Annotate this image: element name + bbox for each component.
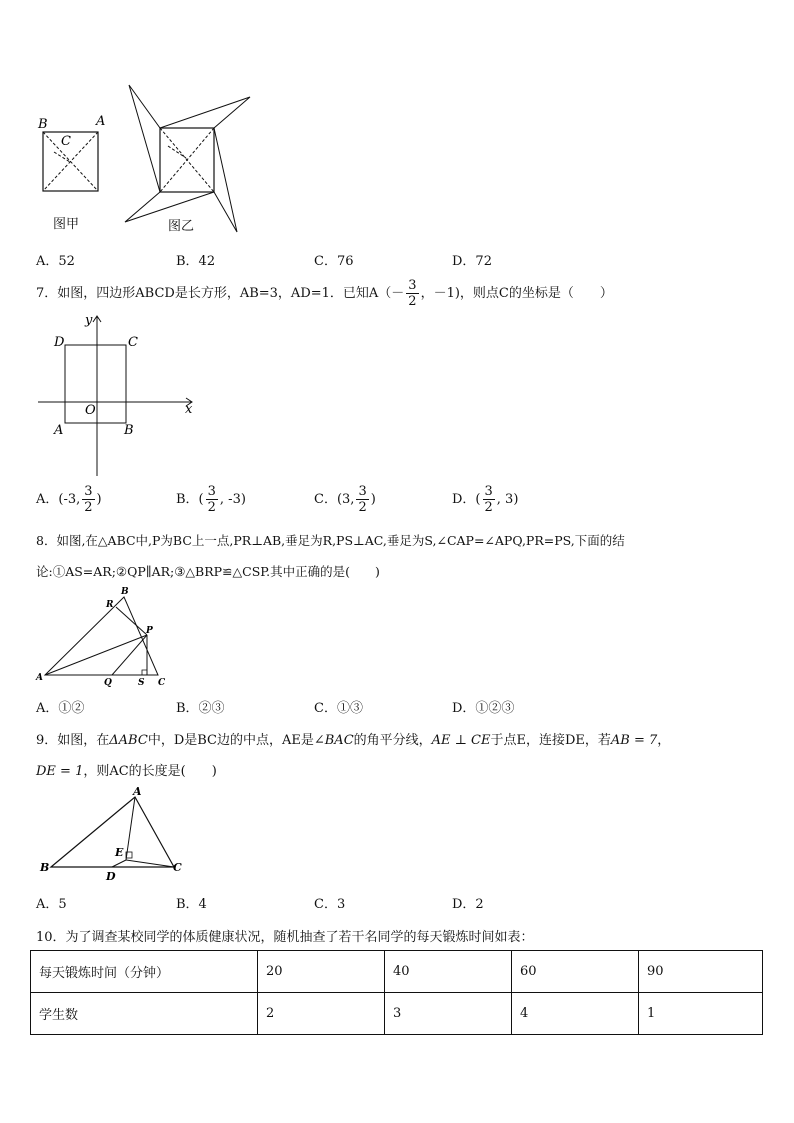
label-s: S — [138, 678, 145, 687]
table-row — [31, 993, 763, 1035]
q9-option-b[interactable]: B．4 — [176, 897, 207, 912]
label-c: C — [173, 861, 182, 874]
table-cell: 20 — [258, 951, 385, 993]
q9-option-d[interactable]: D．2 — [452, 897, 484, 912]
q7-stem — [36, 278, 613, 309]
q9-stem-line1: 9．如图，在ΔABC中，D是BC边的中点，AE是∠BAC的角平分线，AE ⊥ CE于点E，连接DE，若AB = 7， — [36, 733, 671, 748]
q10-stem: 10．为了调查某校同学的体质健康状况，随机抽查了若干名同学的每天锻炼时间如表： — [36, 930, 534, 945]
label-e: E — [115, 846, 124, 859]
label-a: A — [54, 423, 64, 438]
q7-stem-fraction: $\frac{3}{2}$ — [408, 278, 417, 309]
fig-yi-caption: 图乙 — [168, 219, 195, 234]
q6-option-b[interactable]: B．42 — [176, 254, 216, 269]
table-cell: 3 — [385, 993, 512, 1035]
q8-option-c[interactable]: C．①③ — [314, 701, 363, 716]
q7-option-b[interactable]: B．( $\frac{3}{2}$ , -3) — [176, 484, 246, 515]
label-a: A — [133, 785, 142, 798]
table-cell: 每天锻炼时间（分钟） — [31, 951, 258, 993]
label-b: B — [38, 117, 48, 132]
q8-option-b[interactable]: B．②③ — [176, 701, 225, 716]
fig-jia-caption: 图甲 — [53, 217, 80, 232]
label-d: D — [106, 870, 116, 883]
q6-figure-yi — [120, 82, 255, 237]
table-cell: 学生数 — [31, 993, 258, 1035]
label-b: B — [124, 423, 134, 438]
label-r: R — [106, 600, 114, 610]
q6-option-a[interactable]: A．52 — [36, 254, 75, 269]
label-y: y — [85, 313, 93, 328]
label-b: B — [40, 861, 50, 874]
label-c: C — [158, 678, 166, 687]
q9-stem-line2: DE = 1，则AC的长度是( ) — [36, 764, 217, 779]
label-q: Q — [104, 678, 112, 687]
table-cell: 40 — [385, 951, 512, 993]
label-a: A — [96, 114, 106, 129]
q8-triangle-figure — [34, 585, 174, 687]
table-cell: 90 — [639, 951, 763, 993]
q7-stem-suffix: ，－1)，则点C的坐标是（ ） — [420, 286, 613, 301]
label-c: C — [128, 335, 138, 350]
label-p: P — [146, 626, 153, 636]
table-cell: 1 — [639, 993, 763, 1035]
table-row — [31, 951, 763, 993]
table-cell: 4 — [512, 993, 639, 1035]
label-x: x — [185, 402, 193, 417]
q7-coordinate-figure — [34, 312, 199, 480]
label-b: B — [121, 587, 129, 597]
label-o: O — [85, 403, 96, 418]
q7-option-a[interactable]: A．(-3, $\frac{3}{2}$ ) — [36, 484, 102, 515]
q8-stem-line1: 8．如图,在△ABC中,P为BC上一点,PR⊥AB,垂足为R,PS⊥AC,垂足为S,∠CAP=∠APQ,PR=PS,下面的结 — [36, 533, 625, 548]
label-a: A — [36, 673, 43, 683]
table-cell: 60 — [512, 951, 639, 993]
q6-figure-jia — [34, 112, 114, 202]
q8-option-d[interactable]: D．①②③ — [452, 701, 515, 716]
label-c: C — [61, 134, 71, 149]
q7-option-d[interactable]: D．( $\frac{3}{2}$ , 3) — [452, 484, 519, 515]
label-d: D — [54, 335, 65, 350]
q7-stem-prefix: 7．如图，四边形ABCD是长方形，AB=3，AD=1．已知A（－ — [36, 286, 405, 301]
q7-option-c[interactable]: C．(3, $\frac{3}{2}$ ) — [314, 484, 376, 515]
q9-option-c[interactable]: C．3 — [314, 897, 346, 912]
table-cell: 2 — [258, 993, 385, 1035]
q8-stem-line2: 论:①AS=AR;②QP∥AR;③△BRP≌△CSP.其中正确的是( ) — [36, 564, 380, 579]
exercise-time-table — [30, 950, 763, 1035]
q6-option-d[interactable]: D．72 — [452, 254, 492, 269]
q6-option-c[interactable]: C．76 — [314, 254, 354, 269]
q8-option-a[interactable]: A．①② — [36, 701, 85, 716]
q9-triangle-figure — [34, 785, 194, 883]
q9-option-a[interactable]: A．5 — [36, 897, 67, 912]
